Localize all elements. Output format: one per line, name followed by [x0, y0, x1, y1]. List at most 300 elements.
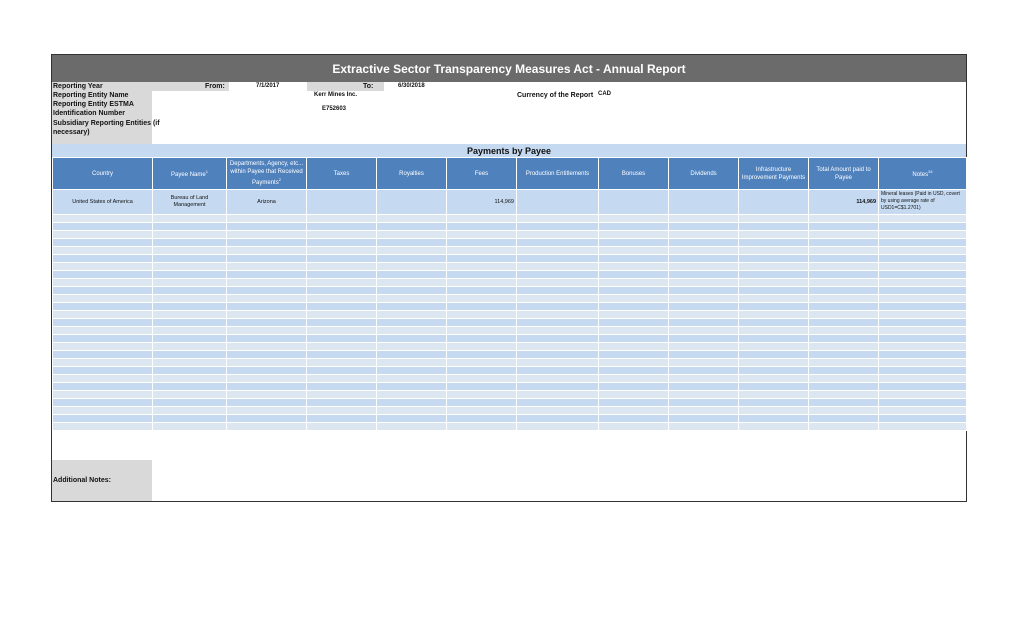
empty-cell	[447, 351, 517, 359]
empty-cell	[53, 415, 153, 423]
empty-cell	[53, 375, 153, 383]
empty-cell	[447, 263, 517, 271]
empty-cell	[153, 303, 227, 311]
empty-cell	[809, 351, 879, 359]
empty-cell	[53, 335, 153, 343]
empty-cell	[517, 247, 599, 255]
empty-cell	[809, 335, 879, 343]
empty-cell	[809, 223, 879, 231]
empty-cell	[739, 263, 809, 271]
empty-cell	[447, 271, 517, 279]
empty-cell	[517, 239, 599, 247]
empty-cell	[739, 399, 809, 407]
cell-total: 114,969	[809, 190, 879, 215]
empty-cell	[879, 343, 967, 351]
empty-cell	[809, 247, 879, 255]
col-fees: Fees	[447, 158, 517, 190]
empty-cell	[53, 303, 153, 311]
report-header	[52, 82, 966, 144]
table-row	[53, 255, 967, 263]
empty-cell	[153, 223, 227, 231]
cell-royalties	[377, 190, 447, 215]
empty-cell	[153, 231, 227, 239]
empty-cell	[669, 311, 739, 319]
empty-cell	[879, 383, 967, 391]
from-date: 7/1/2017	[256, 83, 280, 89]
empty-cell	[377, 423, 447, 431]
empty-cell	[447, 327, 517, 335]
empty-cell	[517, 215, 599, 223]
empty-cell	[809, 263, 879, 271]
empty-cell	[739, 423, 809, 431]
empty-cell	[517, 295, 599, 303]
table-row	[53, 215, 967, 223]
empty-cell	[53, 239, 153, 247]
col-total: Total Amount paid to Payee	[809, 158, 879, 190]
empty-cell	[53, 311, 153, 319]
empty-cell	[669, 255, 739, 263]
empty-cell	[53, 359, 153, 367]
empty-cell	[739, 231, 809, 239]
empty-cell	[377, 295, 447, 303]
empty-cell	[447, 367, 517, 375]
empty-cell	[669, 335, 739, 343]
empty-cell	[307, 231, 377, 239]
empty-cell	[809, 399, 879, 407]
table-row	[53, 263, 967, 271]
empty-cell	[739, 327, 809, 335]
col-infrastructure: Infrastructure Improvement Payments	[739, 158, 809, 190]
empty-cell	[879, 279, 967, 287]
empty-cell	[739, 359, 809, 367]
empty-cell	[153, 247, 227, 255]
empty-cell	[599, 279, 669, 287]
empty-cell	[669, 247, 739, 255]
empty-cell	[669, 215, 739, 223]
empty-cell	[447, 391, 517, 399]
empty-cell	[447, 343, 517, 351]
empty-cell	[599, 383, 669, 391]
empty-cell	[599, 407, 669, 415]
empty-cell	[377, 319, 447, 327]
empty-cell	[53, 223, 153, 231]
subsidiary-label-line2: necessary)	[53, 129, 90, 136]
empty-cell	[227, 231, 307, 239]
empty-cell	[739, 287, 809, 295]
empty-cell	[879, 271, 967, 279]
table-row	[53, 391, 967, 399]
empty-cell	[599, 367, 669, 375]
empty-cell	[447, 231, 517, 239]
empty-cell	[879, 375, 967, 383]
entity-name-value: Kerr Mines Inc.	[314, 92, 358, 98]
empty-cell	[809, 295, 879, 303]
empty-cell	[53, 343, 153, 351]
empty-cell	[669, 375, 739, 383]
empty-cell	[809, 327, 879, 335]
empty-cell	[517, 407, 599, 415]
entity-name-label: Reporting Entity Name	[53, 92, 129, 99]
estma-label-line1: Reporting Entity ESTMA	[53, 101, 134, 108]
col-departments: Departments, Agency, etc... within Payee that Received Payments$^2$	[227, 158, 307, 190]
table-row	[53, 415, 967, 423]
empty-cell	[739, 223, 809, 231]
empty-cell	[153, 343, 227, 351]
empty-cell	[307, 375, 377, 383]
empty-cell	[307, 303, 377, 311]
col-production: Production Entitlements	[517, 158, 599, 190]
empty-cell	[669, 399, 739, 407]
empty-cell	[517, 271, 599, 279]
empty-cell	[517, 399, 599, 407]
empty-cell	[669, 407, 739, 415]
empty-cell	[517, 311, 599, 319]
empty-cell	[739, 351, 809, 359]
empty-cell	[377, 263, 447, 271]
empty-cell	[447, 399, 517, 407]
empty-cell	[227, 351, 307, 359]
empty-cell	[739, 271, 809, 279]
empty-cell	[53, 231, 153, 239]
empty-cell	[599, 327, 669, 335]
empty-cell	[879, 311, 967, 319]
additional-notes-label: Additional Notes:	[52, 460, 152, 501]
empty-cell	[739, 279, 809, 287]
empty-cell	[809, 359, 879, 367]
empty-cell	[377, 247, 447, 255]
empty-cell	[307, 239, 377, 247]
table-row	[53, 223, 967, 231]
empty-cell	[739, 311, 809, 319]
empty-cell	[669, 383, 739, 391]
table-row	[53, 231, 967, 239]
table-row	[53, 335, 967, 343]
table-row	[53, 367, 967, 375]
payments-table	[52, 157, 967, 431]
empty-cell	[227, 407, 307, 415]
empty-cell	[447, 415, 517, 423]
cell-payee: Bureau of Land Management	[153, 190, 227, 215]
currency-value: CAD	[598, 91, 611, 97]
empty-cell	[153, 279, 227, 287]
empty-cell	[447, 423, 517, 431]
empty-cell	[517, 351, 599, 359]
empty-cell	[153, 407, 227, 415]
empty-cell	[153, 215, 227, 223]
estma-label-line2: Identification Number	[53, 110, 125, 117]
col-taxes: Taxes	[307, 158, 377, 190]
table-row	[53, 327, 967, 335]
empty-cell	[739, 415, 809, 423]
empty-cell	[377, 399, 447, 407]
empty-cell	[599, 311, 669, 319]
empty-cell	[517, 343, 599, 351]
empty-cell	[669, 391, 739, 399]
empty-cell	[53, 263, 153, 271]
empty-cell	[879, 335, 967, 343]
cell-fees: 114,969	[447, 190, 517, 215]
empty-cell	[53, 367, 153, 375]
empty-cell	[669, 359, 739, 367]
empty-cell	[377, 255, 447, 263]
empty-cell	[739, 215, 809, 223]
empty-cell	[377, 391, 447, 399]
table-row	[53, 383, 967, 391]
empty-cell	[307, 343, 377, 351]
empty-cell	[377, 383, 447, 391]
empty-cell	[739, 391, 809, 399]
empty-cell	[377, 231, 447, 239]
to-date: 6/30/2018	[398, 83, 425, 89]
empty-cell	[809, 231, 879, 239]
empty-cell	[739, 247, 809, 255]
cell-production	[517, 190, 599, 215]
empty-cell	[809, 415, 879, 423]
col-dividends: Dividends	[669, 158, 739, 190]
empty-cell	[53, 247, 153, 255]
empty-cell	[599, 335, 669, 343]
empty-cell	[809, 287, 879, 295]
empty-cell	[153, 383, 227, 391]
empty-cell	[599, 343, 669, 351]
empty-cell	[447, 383, 517, 391]
empty-cell	[447, 215, 517, 223]
empty-cell	[227, 295, 307, 303]
table-row	[53, 399, 967, 407]
empty-cell	[599, 239, 669, 247]
empty-cell	[669, 223, 739, 231]
empty-cell	[739, 367, 809, 375]
empty-cell	[669, 287, 739, 295]
empty-cell	[53, 319, 153, 327]
empty-cell	[809, 215, 879, 223]
empty-cell	[53, 407, 153, 415]
cell-notes: Mineral leases (Paid in USD, covert by using average rate of USD1=C$1.2701)	[879, 190, 967, 215]
empty-cell	[809, 311, 879, 319]
empty-cell	[153, 415, 227, 423]
empty-cell	[599, 287, 669, 295]
empty-cell	[227, 271, 307, 279]
col-bonuses: Bonuses	[599, 158, 669, 190]
empty-cell	[307, 391, 377, 399]
empty-cell	[307, 279, 377, 287]
empty-cell	[517, 319, 599, 327]
table-row	[53, 351, 967, 359]
empty-cell	[307, 399, 377, 407]
cell-bonuses	[599, 190, 669, 215]
empty-cell	[227, 335, 307, 343]
empty-cell	[377, 415, 447, 423]
empty-cell	[227, 423, 307, 431]
payments-by-payee-title: Payments by Payee	[52, 144, 966, 157]
empty-cell	[153, 263, 227, 271]
empty-cell	[669, 279, 739, 287]
empty-cell	[377, 335, 447, 343]
to-label: To:	[363, 83, 374, 90]
empty-cell	[517, 263, 599, 271]
empty-cell	[517, 383, 599, 391]
empty-cell	[809, 423, 879, 431]
empty-cell	[227, 327, 307, 335]
empty-cell	[669, 263, 739, 271]
table-row	[53, 190, 967, 215]
empty-cell	[153, 271, 227, 279]
empty-cell	[307, 287, 377, 295]
empty-cell	[447, 287, 517, 295]
empty-cell	[377, 375, 447, 383]
empty-cell	[447, 335, 517, 343]
empty-cell	[227, 287, 307, 295]
empty-cell	[599, 231, 669, 239]
empty-cell	[227, 375, 307, 383]
empty-cell	[447, 375, 517, 383]
empty-cell	[153, 287, 227, 295]
empty-cell	[307, 247, 377, 255]
empty-cell	[809, 271, 879, 279]
empty-cell	[879, 423, 967, 431]
empty-cell	[669, 327, 739, 335]
empty-cell	[53, 215, 153, 223]
col-country: Country	[53, 158, 153, 190]
empty-cell	[307, 215, 377, 223]
empty-cell	[739, 343, 809, 351]
empty-cell	[879, 231, 967, 239]
empty-cell	[669, 303, 739, 311]
empty-cell	[153, 327, 227, 335]
empty-cell	[447, 279, 517, 287]
empty-cell	[809, 391, 879, 399]
empty-cell	[517, 375, 599, 383]
empty-cell	[599, 423, 669, 431]
table-row	[53, 311, 967, 319]
empty-cell	[153, 399, 227, 407]
empty-cell	[377, 239, 447, 247]
empty-cell	[227, 319, 307, 327]
empty-cell	[307, 255, 377, 263]
empty-cell	[227, 415, 307, 423]
empty-cell	[517, 279, 599, 287]
empty-cell	[879, 399, 967, 407]
empty-cell	[53, 383, 153, 391]
empty-cell	[739, 239, 809, 247]
empty-cell	[669, 367, 739, 375]
empty-cell	[447, 303, 517, 311]
empty-cell	[53, 295, 153, 303]
empty-cell	[377, 279, 447, 287]
empty-cell	[809, 343, 879, 351]
empty-cell	[809, 319, 879, 327]
empty-cell	[227, 399, 307, 407]
empty-cell	[739, 375, 809, 383]
empty-cell	[227, 367, 307, 375]
empty-cell	[307, 383, 377, 391]
cell-country: United States of America	[53, 190, 153, 215]
empty-cell	[669, 351, 739, 359]
empty-cell	[809, 255, 879, 263]
empty-cell	[517, 423, 599, 431]
empty-cell	[307, 327, 377, 335]
empty-cell	[153, 359, 227, 367]
empty-cell	[739, 335, 809, 343]
empty-cell	[377, 215, 447, 223]
empty-cell	[153, 255, 227, 263]
empty-cell	[377, 223, 447, 231]
empty-cell	[227, 239, 307, 247]
empty-cell	[879, 407, 967, 415]
empty-cell	[377, 311, 447, 319]
empty-cell	[517, 287, 599, 295]
empty-cell	[153, 335, 227, 343]
empty-cell	[669, 271, 739, 279]
empty-cell	[53, 327, 153, 335]
empty-cell	[53, 279, 153, 287]
empty-cell	[153, 295, 227, 303]
empty-cell	[447, 359, 517, 367]
empty-cell	[307, 295, 377, 303]
table-row	[53, 295, 967, 303]
empty-cell	[153, 367, 227, 375]
empty-cell	[879, 287, 967, 295]
empty-cell	[879, 367, 967, 375]
table-row	[53, 407, 967, 415]
cell-taxes	[307, 190, 377, 215]
empty-cell	[227, 359, 307, 367]
empty-cell	[53, 399, 153, 407]
empty-cell	[377, 343, 447, 351]
empty-cell	[879, 255, 967, 263]
empty-cell	[377, 367, 447, 375]
empty-cell	[447, 319, 517, 327]
empty-cell	[153, 351, 227, 359]
empty-cell	[739, 319, 809, 327]
empty-cell	[377, 359, 447, 367]
empty-cell	[809, 303, 879, 311]
empty-cell	[517, 359, 599, 367]
empty-cell	[377, 303, 447, 311]
empty-cell	[227, 343, 307, 351]
table-row	[53, 375, 967, 383]
empty-cell	[879, 359, 967, 367]
table-row	[53, 359, 967, 367]
empty-cell	[307, 311, 377, 319]
empty-cell	[377, 287, 447, 295]
empty-cell	[517, 391, 599, 399]
empty-cell	[153, 319, 227, 327]
empty-cell	[377, 327, 447, 335]
table-row	[53, 303, 967, 311]
empty-cell	[809, 367, 879, 375]
empty-cell	[447, 407, 517, 415]
from-label: From:	[205, 83, 225, 90]
col-payee: Payee Name$^1$	[153, 158, 227, 190]
table-row	[53, 343, 967, 351]
table-row	[53, 319, 967, 327]
empty-cell	[879, 215, 967, 223]
table-row	[53, 271, 967, 279]
empty-cell	[517, 231, 599, 239]
empty-cell	[739, 407, 809, 415]
empty-cell	[307, 223, 377, 231]
empty-cell	[517, 223, 599, 231]
empty-cell	[739, 255, 809, 263]
empty-cell	[879, 351, 967, 359]
empty-cell	[307, 335, 377, 343]
empty-cell	[307, 263, 377, 271]
empty-cell	[599, 263, 669, 271]
empty-cell	[153, 375, 227, 383]
empty-cell	[599, 359, 669, 367]
subsidiary-label-line1: Subsidiary Reporting Entities (if	[53, 120, 160, 127]
